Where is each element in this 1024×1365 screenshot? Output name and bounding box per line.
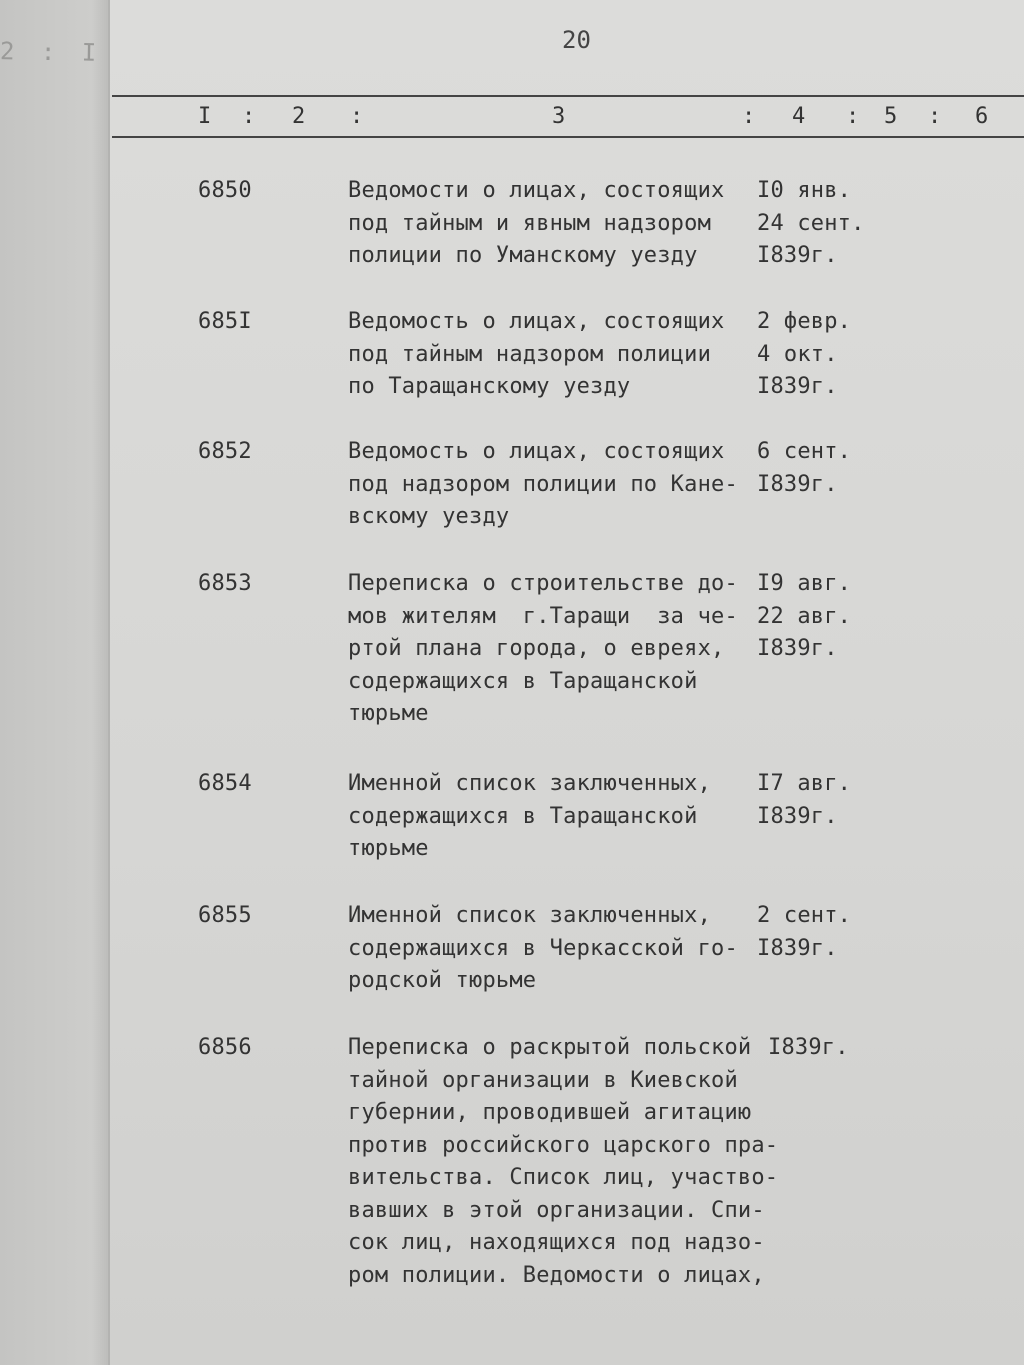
column-header-2: 2 — [292, 104, 306, 129]
entry-description-line: вскому уезду — [348, 504, 510, 529]
entry-description-line: вавших в этой организации. Спи- — [348, 1197, 765, 1223]
entry-date-line: I7 авг. — [757, 771, 852, 796]
entry-date-line: I839г. — [757, 471, 838, 497]
entry-date-line: 4 окт. — [757, 341, 838, 367]
entry-description-line: полиции по Уманскому уезду — [348, 243, 698, 268]
entry-date-line: 6 сент. — [757, 439, 852, 464]
entry-date-line: 22 авг. — [757, 603, 852, 629]
entry-description-line: по Таращанскому уезду — [348, 374, 631, 399]
entry-description-line: против российского царского пра- — [348, 1132, 779, 1158]
entry-description-line: содержащихся в Таращанской — [348, 803, 698, 829]
entry-number: 6854 — [198, 771, 252, 796]
column-separator: : — [350, 104, 364, 129]
entry-description-line: под тайным надзором полиции — [348, 341, 712, 367]
entry-description-line: тайной организации в Киевской — [348, 1067, 738, 1093]
column-separator: : — [242, 104, 256, 129]
column-header-1: I — [198, 104, 212, 129]
column-header-5: 5 — [884, 104, 898, 129]
entry-description-line: Переписка о строительстве до- — [348, 571, 738, 596]
entry-description-line: Ведомость о лицах, состоящих — [348, 439, 725, 464]
entry-number: 6853 — [198, 571, 252, 596]
entry-description-line: сок лиц, находящихся под надзо- — [348, 1230, 765, 1255]
entry-number: 685I — [198, 309, 252, 334]
entry-description-line: Именной список заключенных, — [348, 771, 712, 796]
entry-description-line: Именной список заключенных, — [348, 903, 712, 928]
entry-date-line: 24 сент. — [757, 210, 865, 236]
entry-number: 6855 — [198, 903, 252, 928]
adjacent-page-strip — [0, 0, 110, 1365]
entry-number: 6850 — [198, 178, 252, 203]
entry-date-line: I839г. — [757, 803, 838, 829]
entry-date-line: I839г. — [768, 1035, 849, 1060]
header-rule-bottom — [112, 136, 1024, 138]
entry-description-line: родской тюрьме — [348, 968, 537, 993]
entry-description-line: ртой плана города, о евреях, — [348, 636, 725, 661]
entry-description-line: тюрьме — [348, 836, 429, 861]
entry-description-line: вительства. Список лиц, участво- — [348, 1165, 779, 1190]
entry-date-line: I839г. — [757, 243, 838, 268]
entry-date-line: I839г. — [757, 935, 838, 961]
entry-description-line: мов жителям г.Таращи за че- — [348, 603, 738, 629]
entry-description-line: тюрьме — [348, 701, 429, 726]
entry-number: 6856 — [198, 1035, 252, 1060]
entry-description-line: Ведомость о лицах, состоящих — [348, 309, 725, 334]
entry-date-line: 2 февр. — [757, 309, 852, 334]
entry-description-line: Ведомости о лицах, состоящих — [348, 178, 725, 203]
column-separator: : — [846, 104, 860, 129]
entry-date-line: I839г. — [757, 636, 838, 661]
page-number: 20 — [562, 26, 591, 54]
adjacent-page-header: 2 : I — [0, 37, 103, 67]
column-separator: : — [928, 104, 942, 129]
entry-date-line: I0 янв. — [757, 178, 852, 203]
entry-date-line: I9 авг. — [757, 571, 852, 596]
column-header-4: 4 — [792, 104, 806, 129]
column-separator: : — [742, 104, 756, 129]
entry-description-line: под тайным и явным надзором — [348, 210, 712, 236]
entry-description-line: содержащихся в Таращанской — [348, 668, 698, 694]
column-header-6: 6 — [975, 104, 989, 129]
entry-number: 6852 — [198, 439, 252, 464]
column-header-3: 3 — [552, 104, 566, 129]
entry-description-line: под надзором полиции по Кане- — [348, 471, 738, 497]
header-rule-top — [112, 95, 1024, 97]
entry-description-line: губернии, проводившей агитацию — [348, 1100, 752, 1125]
entry-description-line: ром полиции. Ведомости о лицах, — [348, 1262, 765, 1288]
entry-date-line: I839г. — [757, 374, 838, 399]
entry-date-line: 2 сент. — [757, 903, 852, 928]
entry-description-line: содержащихся в Черкасской го- — [348, 935, 738, 961]
entry-description-line: Переписка о раскрытой польской — [348, 1035, 752, 1060]
